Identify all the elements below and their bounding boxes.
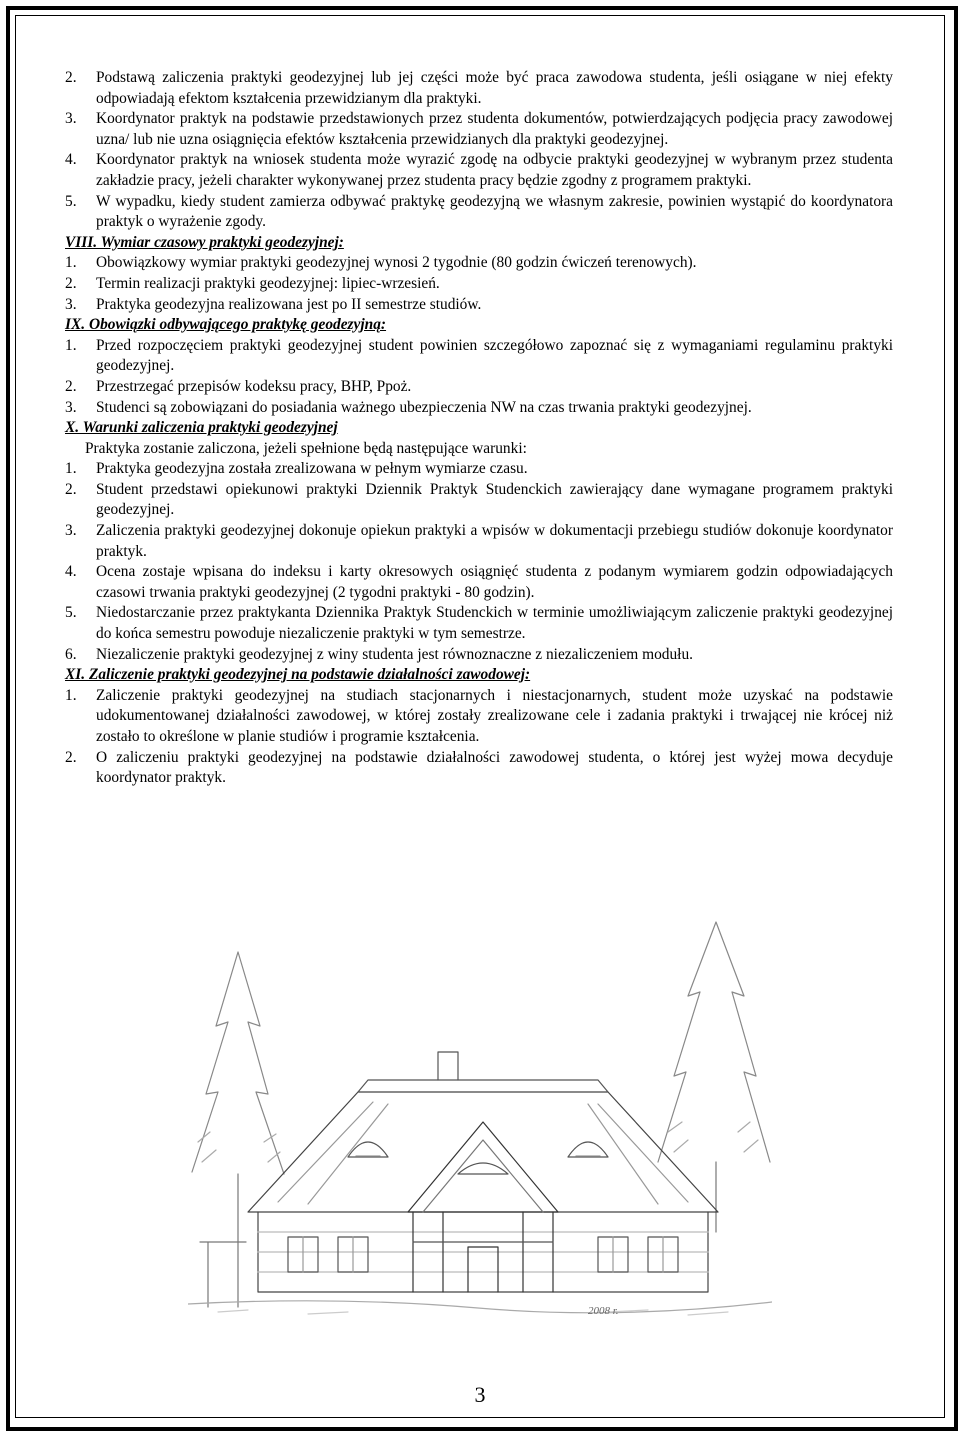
document-body <box>65 68 893 789</box>
page-number: 3 <box>474 1382 486 1407</box>
list-item: 1. Zaliczenie praktyki geodezyjnej na studiach stacjonarnych i niestacjonarnych, student może uzyskać na podstawie udokumentowanej działalności zawodowej, w której zostały zrealizowane cele i zadania praktyki i trwającej nie krócej niż zostało to określone w planie studiów i programie kształcenia. <box>65 686 893 745</box>
list-item: 1. Praktyka geodezyjna została zrealizowana w pełnym wymiarze czasu. <box>65 460 528 478</box>
list-item: 2. Student przedstawi opiekunowi praktyki Dziennik Praktyk Studenckich zawierający dane wymagane programem praktyki geodezyjnej. <box>65 480 893 519</box>
section-heading-xi: XI. Zaliczenie praktyki geodezyjnej na podstawie działalności zawodowej: <box>65 666 531 684</box>
list-item: 4. Ocena zostaje wpisana do indeksu i karty okresowych osiągnięć studenta z podanym wymiarem godzin odpowiadających czasowi trwania praktyki geodezyjnej (2 tygodni praktyki - 80 godzin). <box>65 563 893 601</box>
list-item: 3. Koordynator praktyk na podstawie przedstawionych przez studenta dokumentów, potwierdzających podjęcia pracy zawodowej uzna/ lub nie uzna osiągnięcia efektów kształcenia przewidzianych dla praktyki geodezyjnej. <box>65 110 893 148</box>
list-item: 4. Koordynator praktyk na wniosek studenta może wyrazić zgodę na odbycie praktyki geodezyjnej w wybranym przez studenta zakładzie pracy, jeżeli charakter wykonywanej przez studenta pracy będzie zgodny z programem praktyki. <box>65 151 893 189</box>
list-item: 2. Termin realizacji praktyki geodezyjnej: lipiec-wrzesień. <box>65 274 440 292</box>
list-item: 2. Przestrzegać przepisów kodeksu pracy, BHP, Ppoż. <box>65 377 412 395</box>
section-heading-viii: VIII. Wymiar czasowy praktyki geodezyjnej: <box>65 233 344 251</box>
list-item: 5. W wypadku, kiedy student zamierza odbywać praktykę geodezyjną we własnym zakresie, powinien wystąpić do koordynatora praktyk o wyrażenie zgody. <box>65 192 893 231</box>
list-item: 2. O zaliczeniu praktyki geodezyjnej na podstawie działalności zawodowej studenta, o której jest wyżej mowa decyduje koordynator praktyk. <box>65 748 893 787</box>
section-heading-ix: IX. Obowiązki odbywającego praktykę geodezyjną: <box>65 316 387 334</box>
section-heading-x: X. Warunki zaliczenia praktyki geodezyjnej <box>65 419 338 437</box>
list-item: 1. Obowiązkowy wymiar praktyki geodezyjnej wynosi 2 tygodnie (80 godzin ćwiczeń terenowych). <box>65 254 697 272</box>
list-item: 3. Studenci są zobowiązani do posiadania ważnego ubezpieczenia NW na czas trwania praktyki geodezyjnej. <box>65 398 752 416</box>
list-item: 6. Niezaliczenie praktyki geodezyjnej z winy studenta jest równoznaczne z niezaliczeniem modułu. <box>65 645 693 663</box>
list-item: 2. Podstawą zaliczenia praktyki geodezyjnej lub jej części może być praca zawodowa studenta, jeśli osiągane w niej efekty odpowiadają efektom kształcenia przewidzianym dla praktyki. <box>65 69 893 107</box>
manor-house-sketch <box>188 912 772 1326</box>
list-item: 3. Zaliczenia praktyki geodezyjnej dokonuje opiekun praktyki a wpisów w dokumentacji przebiegu studiów dokonuje koordynator praktyk. <box>65 522 893 560</box>
sketch-signature: 2008 r. <box>588 1305 619 1317</box>
section-intro-text: Praktyka zostanie zaliczona, jeżeli spełnione będą następujące warunki: <box>85 439 527 457</box>
list-item: 5. Niedostarczanie przez praktykanta Dziennika Praktyk Studenckich w terminie umożliwiającym zaliczenie praktyki geodezyjnej do końca semestru powoduje niezaliczenie praktyki w tym semestrze. <box>65 604 893 643</box>
list-item: 1. Przed rozpoczęciem praktyki geodezyjnej student powinien szczegółowo zapoznać się z wymaganiami regulaminu praktyki geodezyjnej. <box>65 336 893 375</box>
list-item: 3. Praktyka geodezyjna realizowana jest po II semestrze studiów. <box>65 295 482 313</box>
